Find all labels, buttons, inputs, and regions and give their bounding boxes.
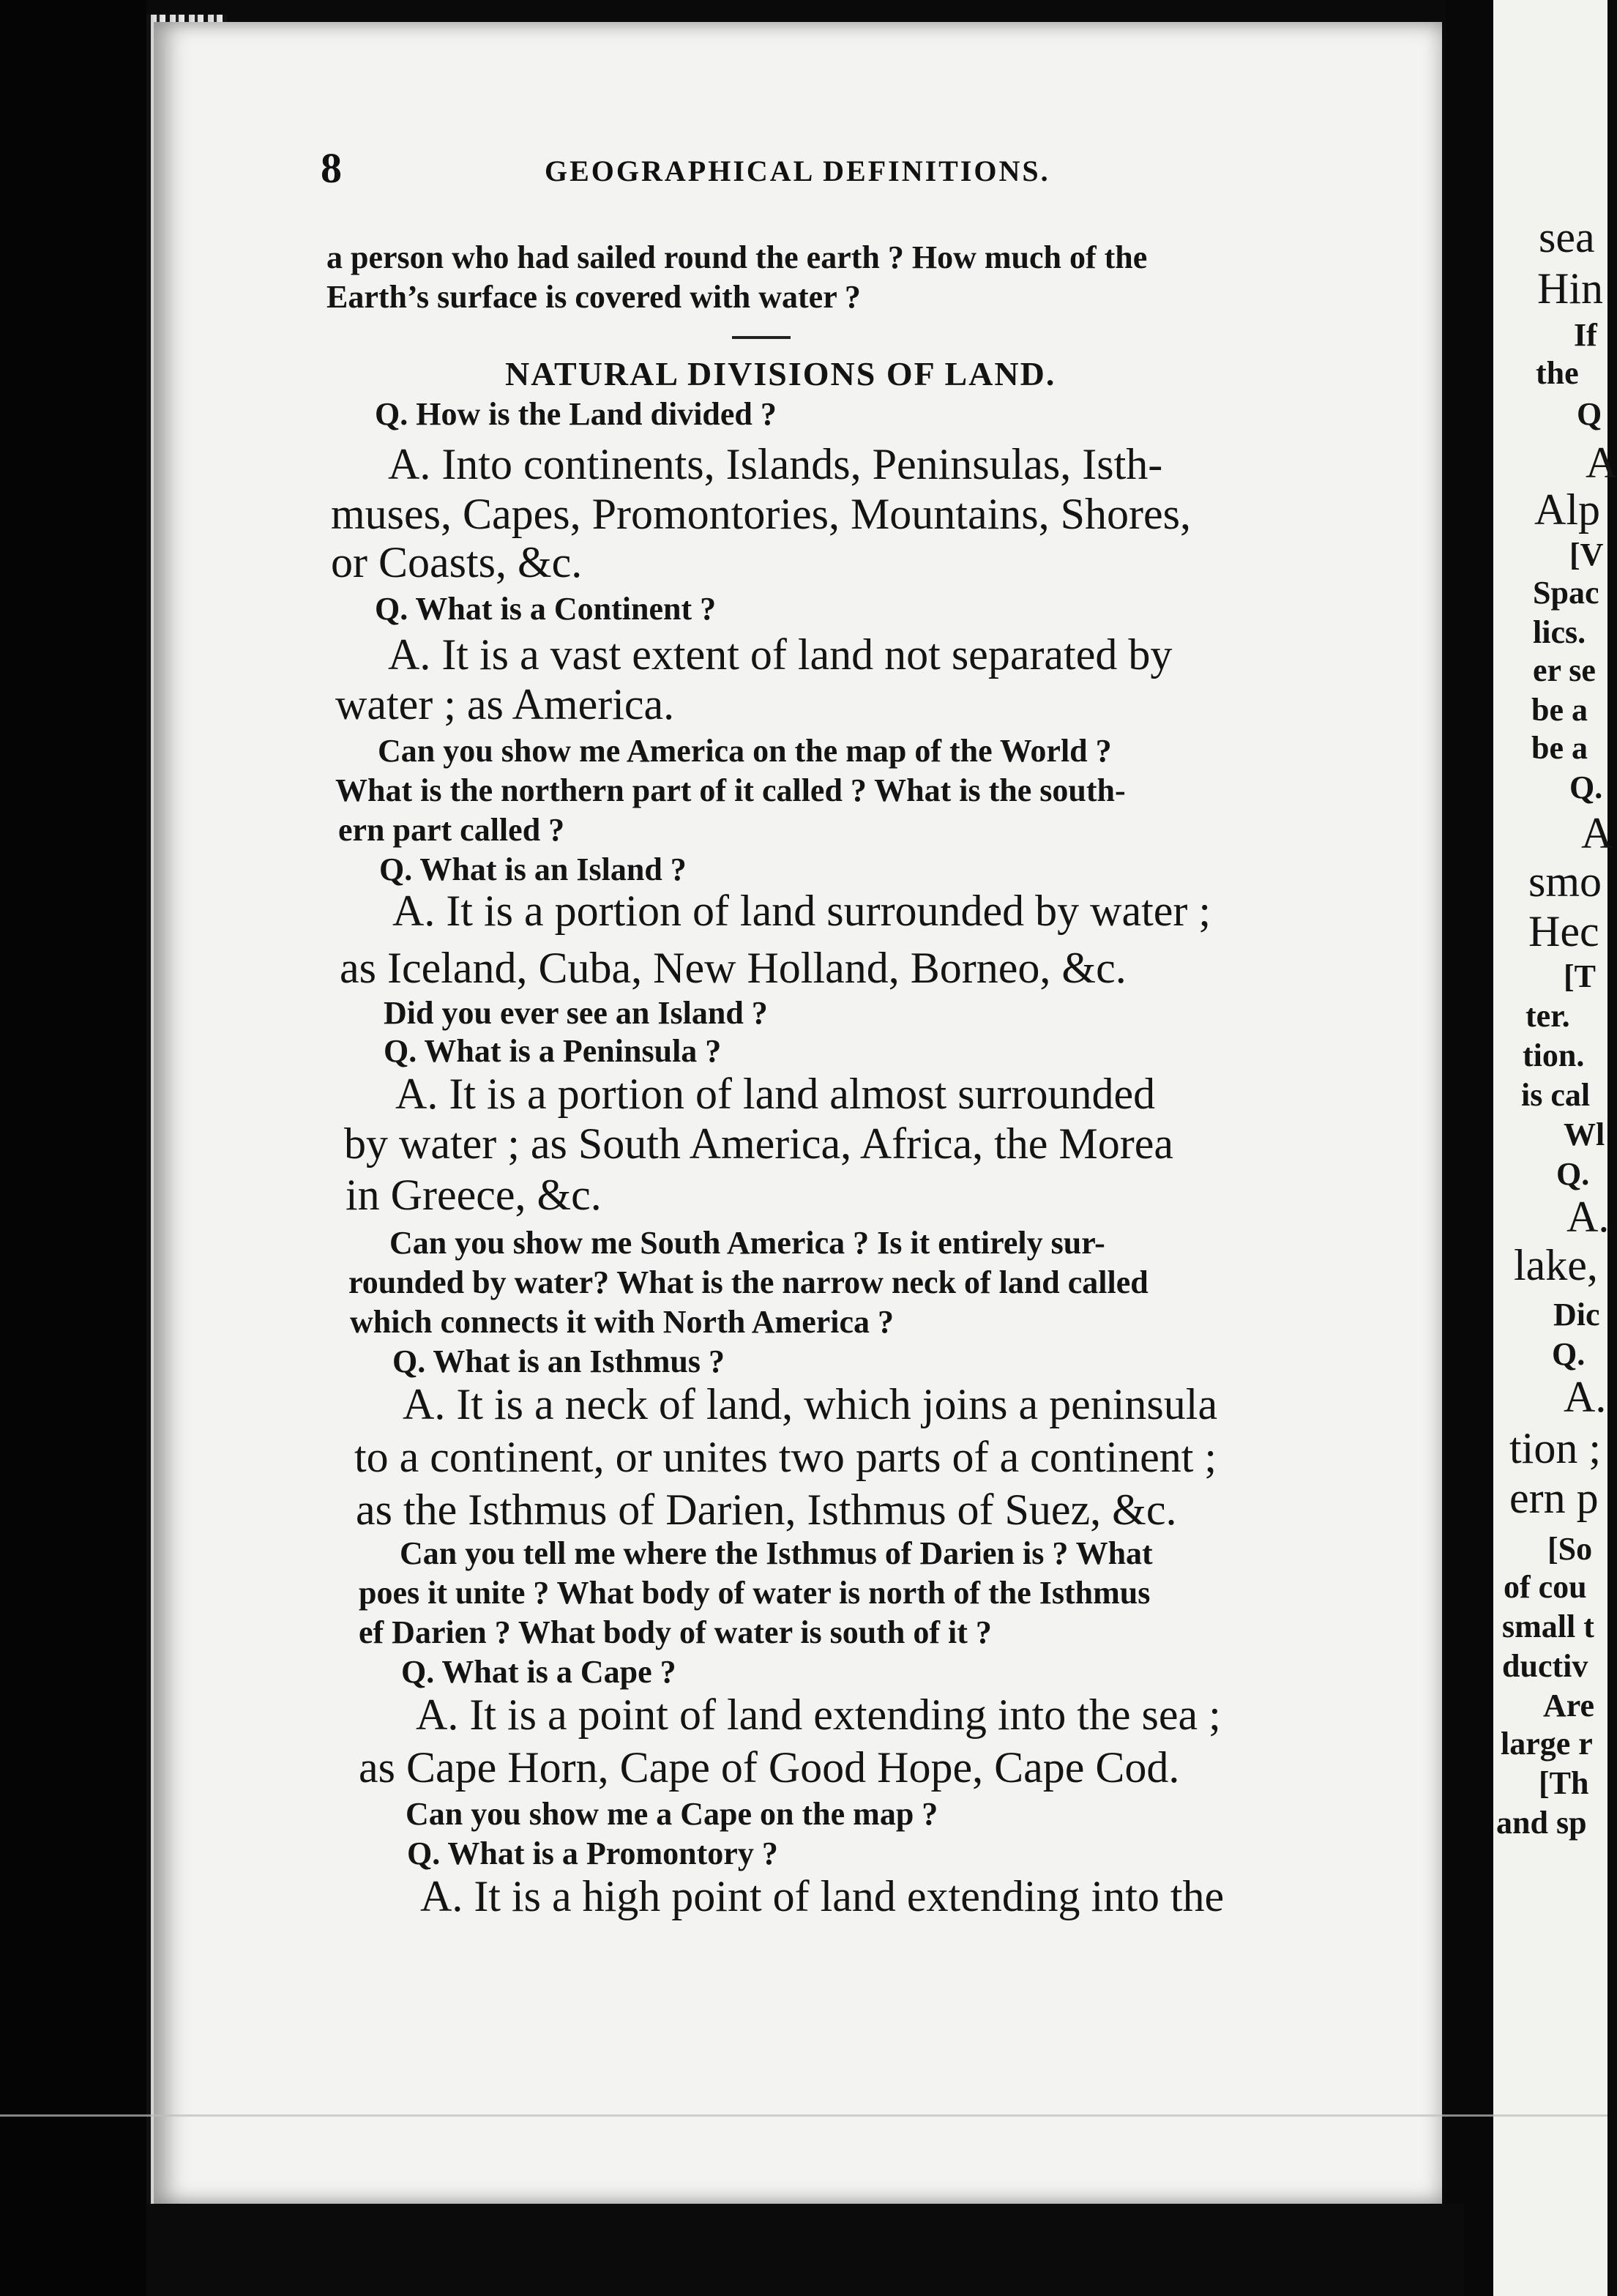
right-fragment: [T <box>1564 958 1596 994</box>
right-fragment: Q. <box>1569 769 1603 805</box>
right-fragment: A <box>1586 439 1617 487</box>
text-line: rounded by water? What is the narrow neck of land called <box>348 1264 1149 1300</box>
section-heading: NATURAL DIVISIONS OF LAND. <box>505 355 1056 392</box>
right-fragment: small t <box>1502 1609 1594 1644</box>
question-line: Q. What is a Cape ? <box>401 1654 676 1690</box>
text-line: poes it unite ? What body of water is north of the Isthmus <box>359 1575 1151 1611</box>
answer-line: muses, Capes, Promontories, Mountains, Shores, <box>331 490 1191 538</box>
right-fragment: Are <box>1543 1688 1595 1723</box>
right-fragment: ter. <box>1525 998 1570 1034</box>
right-fragment: lics. <box>1533 614 1586 650</box>
answer-line: A. It is a portion of land surrounded by water ; <box>392 887 1211 935</box>
question-line: Q. What is a Peninsula ? <box>384 1033 722 1069</box>
right-fragment: [V <box>1569 537 1604 573</box>
answer-line: A. It is a vast extent of land not separated by <box>388 630 1173 679</box>
right-fragment: er se <box>1533 652 1596 688</box>
right-fragment: Hec <box>1528 907 1599 955</box>
answer-line: A. It is a portion of land almost surrounded <box>395 1070 1156 1118</box>
page-header <box>321 144 1367 195</box>
answer-line: or Coasts, &c. <box>331 538 583 586</box>
text-line: Can you show me South America ? Is it entirely sur- <box>389 1225 1105 1261</box>
right-fragment: the <box>1536 355 1579 391</box>
question-line: Q. What is a Promontory ? <box>407 1835 778 1871</box>
right-fragment: ern p <box>1509 1474 1599 1522</box>
right-fragment: be a <box>1531 730 1588 766</box>
text-line: What is the northern part of it called ? What is the south- <box>335 772 1126 808</box>
right-fragment: sea <box>1539 213 1595 261</box>
question-line: Q. How is the Land divided ? <box>375 396 777 432</box>
text-line: a person who had sailed round the earth ? How much of the <box>326 239 1148 275</box>
right-fragment: Q <box>1577 396 1602 432</box>
answer-line: water ; as America. <box>335 680 675 728</box>
right-fragment: Spac <box>1533 575 1599 611</box>
right-fragment: Q. <box>1556 1156 1590 1192</box>
right-fragment: ductiv <box>1502 1648 1588 1684</box>
right-fragment: be a <box>1531 692 1588 728</box>
answer-line: in Greece, &c. <box>346 1171 602 1219</box>
scan-line-artifact <box>0 2114 1607 2117</box>
text-line: Can you tell me where the Isthmus of Darien is ? What <box>400 1535 1153 1571</box>
answer-line: to a continent, or unites two parts of a continent ; <box>354 1433 1217 1481</box>
right-fragment: of cou <box>1504 1569 1587 1605</box>
right-fragment: A. <box>1566 1193 1610 1241</box>
right-fragment: large r <box>1501 1726 1593 1762</box>
answer-line: A. Into continents, Islands, Peninsulas, Isth- <box>388 440 1163 488</box>
page-gutter <box>1446 0 1497 2296</box>
answer-line: as Cape Horn, Cape of Good Hope, Cape Cod. <box>359 1743 1180 1792</box>
answer-line: by water ; as South America, Africa, the Morea <box>344 1119 1173 1168</box>
left-scan-border <box>0 0 146 2296</box>
right-fragment: Alp <box>1534 485 1600 534</box>
right-fragment: A. <box>1564 1373 1607 1421</box>
answer-line: as Iceland, Cuba, New Holland, Borneo, &c. <box>340 944 1127 992</box>
right-fragment: Wl <box>1564 1117 1605 1152</box>
right-fragment: [So <box>1547 1531 1593 1567</box>
right-fragment: Dic <box>1553 1297 1600 1332</box>
text-line: Earth’s surface is covered with water ? <box>326 279 861 315</box>
question-line: Q. What is a Continent ? <box>375 591 717 627</box>
right-fragment: smo <box>1528 857 1602 906</box>
right-fragment: Hin <box>1537 264 1603 313</box>
right-fragment: Q. <box>1552 1336 1586 1372</box>
right-fragment: tion ; <box>1509 1424 1602 1472</box>
answer-line: A. It is a neck of land, which joins a peninsula <box>403 1380 1218 1428</box>
right-fragment: tion. <box>1523 1037 1585 1073</box>
page-number: 8 <box>321 144 342 192</box>
right-fragment: is cal <box>1521 1077 1591 1113</box>
right-fragment: lake, <box>1514 1241 1598 1289</box>
running-head: GEOGRAPHICAL DEFINITIONS. <box>545 154 1050 187</box>
text-line: Can you show me America on the map of the World ? <box>378 733 1112 769</box>
right-fragment: and sp <box>1496 1805 1587 1841</box>
answer-line: A. It is a point of land extending into the sea ; <box>416 1691 1221 1739</box>
right-fragment: [Th <box>1539 1765 1589 1801</box>
answer-line: as the Isthmus of Darien, Isthmus of Suez, &c. <box>356 1486 1177 1534</box>
right-fragment: If <box>1574 317 1597 353</box>
text-line: Did you ever see an Island ? <box>384 995 768 1031</box>
text-line: ef Darien ? What body of water is south of it ? <box>359 1614 992 1650</box>
bottom-scan-border <box>146 2204 1464 2296</box>
question-line: Q. What is an Island ? <box>379 851 687 887</box>
text-line: Can you show me a Cape on the map ? <box>406 1796 938 1832</box>
right-fragment: A <box>1581 809 1613 857</box>
text-line: which connects it with North America ? <box>350 1304 895 1340</box>
answer-line: A. It is a high point of land extending into the <box>420 1872 1225 1920</box>
question-line: Q. What is an Isthmus ? <box>392 1343 725 1379</box>
section-divider-rule <box>732 336 791 339</box>
text-line: ern part called ? <box>338 812 565 848</box>
